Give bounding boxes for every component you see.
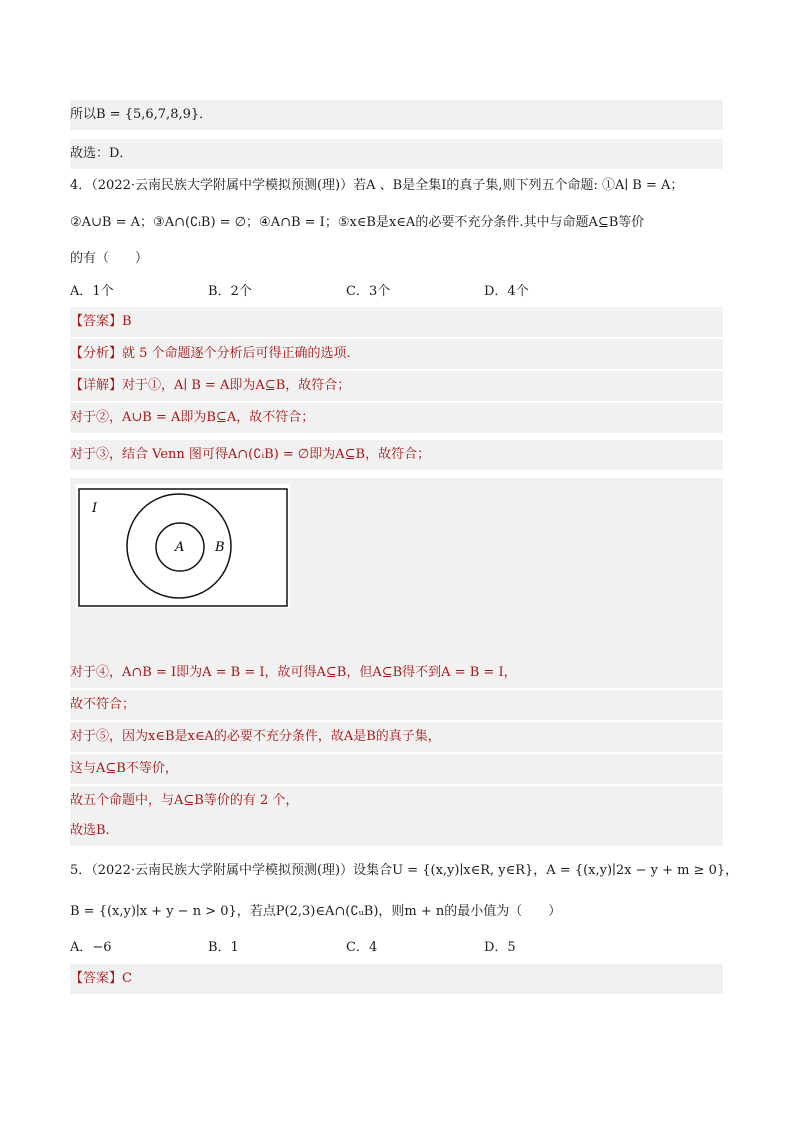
q4-stem-line-2: ②A∪B = A；③A∩(∁ᵢB) = ∅；④A∩B = I；⑤x∈B是x∈A的必要不充分条件.其中与命题A⊆B等价 [70,215,645,230]
venn-diagram [76,484,290,608]
detail-line-3: 对于③，结合 Venn 图可得A∩(∁ᵢB) = ∅即为A⊆B，故符合； [70,440,723,470]
q5-options [70,933,723,963]
q4-stem-line-1: 4．（2022·云南民族大学附属中学模拟预测(理)）若A 、B是全集I的真子集,则下列五个命题: ①A∣ B = A； [70,178,684,193]
answer-value-2: C [122,971,132,986]
q5-option-a: A．−6 [70,940,112,955]
q4-option-d: D．4个 [484,284,529,299]
venn-svg [76,484,290,608]
answer-tag-2: 【答案】 [70,971,123,986]
answer-tag: 【答案】 [70,314,123,329]
universe-label: I [92,501,98,516]
set-b-label: B [215,540,225,555]
answer-line [70,307,723,337]
detail-line-6: 故五个命题中，与A⊆B等价的有 2 个， [70,786,723,816]
detail-line-4b: 故不符合； [70,690,723,720]
venn-panel [70,478,723,658]
answer-line-2 [70,964,723,994]
q5-option-b: B．1 [208,940,239,955]
q4-options [70,277,723,307]
analysis-line [70,339,723,369]
text-line-result: 所以B = {5,6,7,8,9}． [70,100,723,130]
q4-option-c: C．3个 [346,284,391,299]
q4-option-b: B．2个 [208,284,252,299]
q4-option-a: A．1个 [70,284,114,299]
detail-line-4: 对于④，A∩B = I即为A = B = I，故可得A⊆B，但A⊆B得不到A = B = I， [70,658,723,688]
detail-line-5b: 这与A⊆B不等价， [70,754,723,784]
analysis-tag: 【分析】 [70,346,123,361]
detail-tag: 【详解】 [70,378,123,393]
detail-line-2: 对于②，A∪B = A即为B⊆A，故不符合； [70,403,723,433]
detail-line-1: 【详解】对于①，A∣ B = A即为A⊆B，故符合； [70,371,723,401]
q5-stem-line-1: 5．（2022·云南民族大学附属中学模拟预测(理)）设集合U = {(x,y)∣x∈R, y∈R}，A = {(x,y)∣2x − y + m ≥ 0}， [70,863,739,878]
answer-value: B [122,314,132,329]
set-a-label: A [175,540,185,555]
q5-option-d: D．5 [484,940,516,955]
q5-stem-line-2: B = {(x,y)∣x + y − n > 0}，若点P(2,3)∈A∩(∁ᵤB)，则m + n的最小值为（ ） [70,904,562,919]
text-line-choice: 故选：D． [70,139,723,169]
q4-stem-line-3: 的有（ ） [70,251,149,266]
detail-line-7: 故选B. [70,816,723,846]
q5-option-c: C．4 [346,940,378,955]
detail-line-5: 对于⑤，因为x∈B是x∈A的必要不充分条件，故A是B的真子集， [70,722,723,752]
analysis-text: 就 5 个命题逐个分析后可得正确的选项. [122,346,351,361]
